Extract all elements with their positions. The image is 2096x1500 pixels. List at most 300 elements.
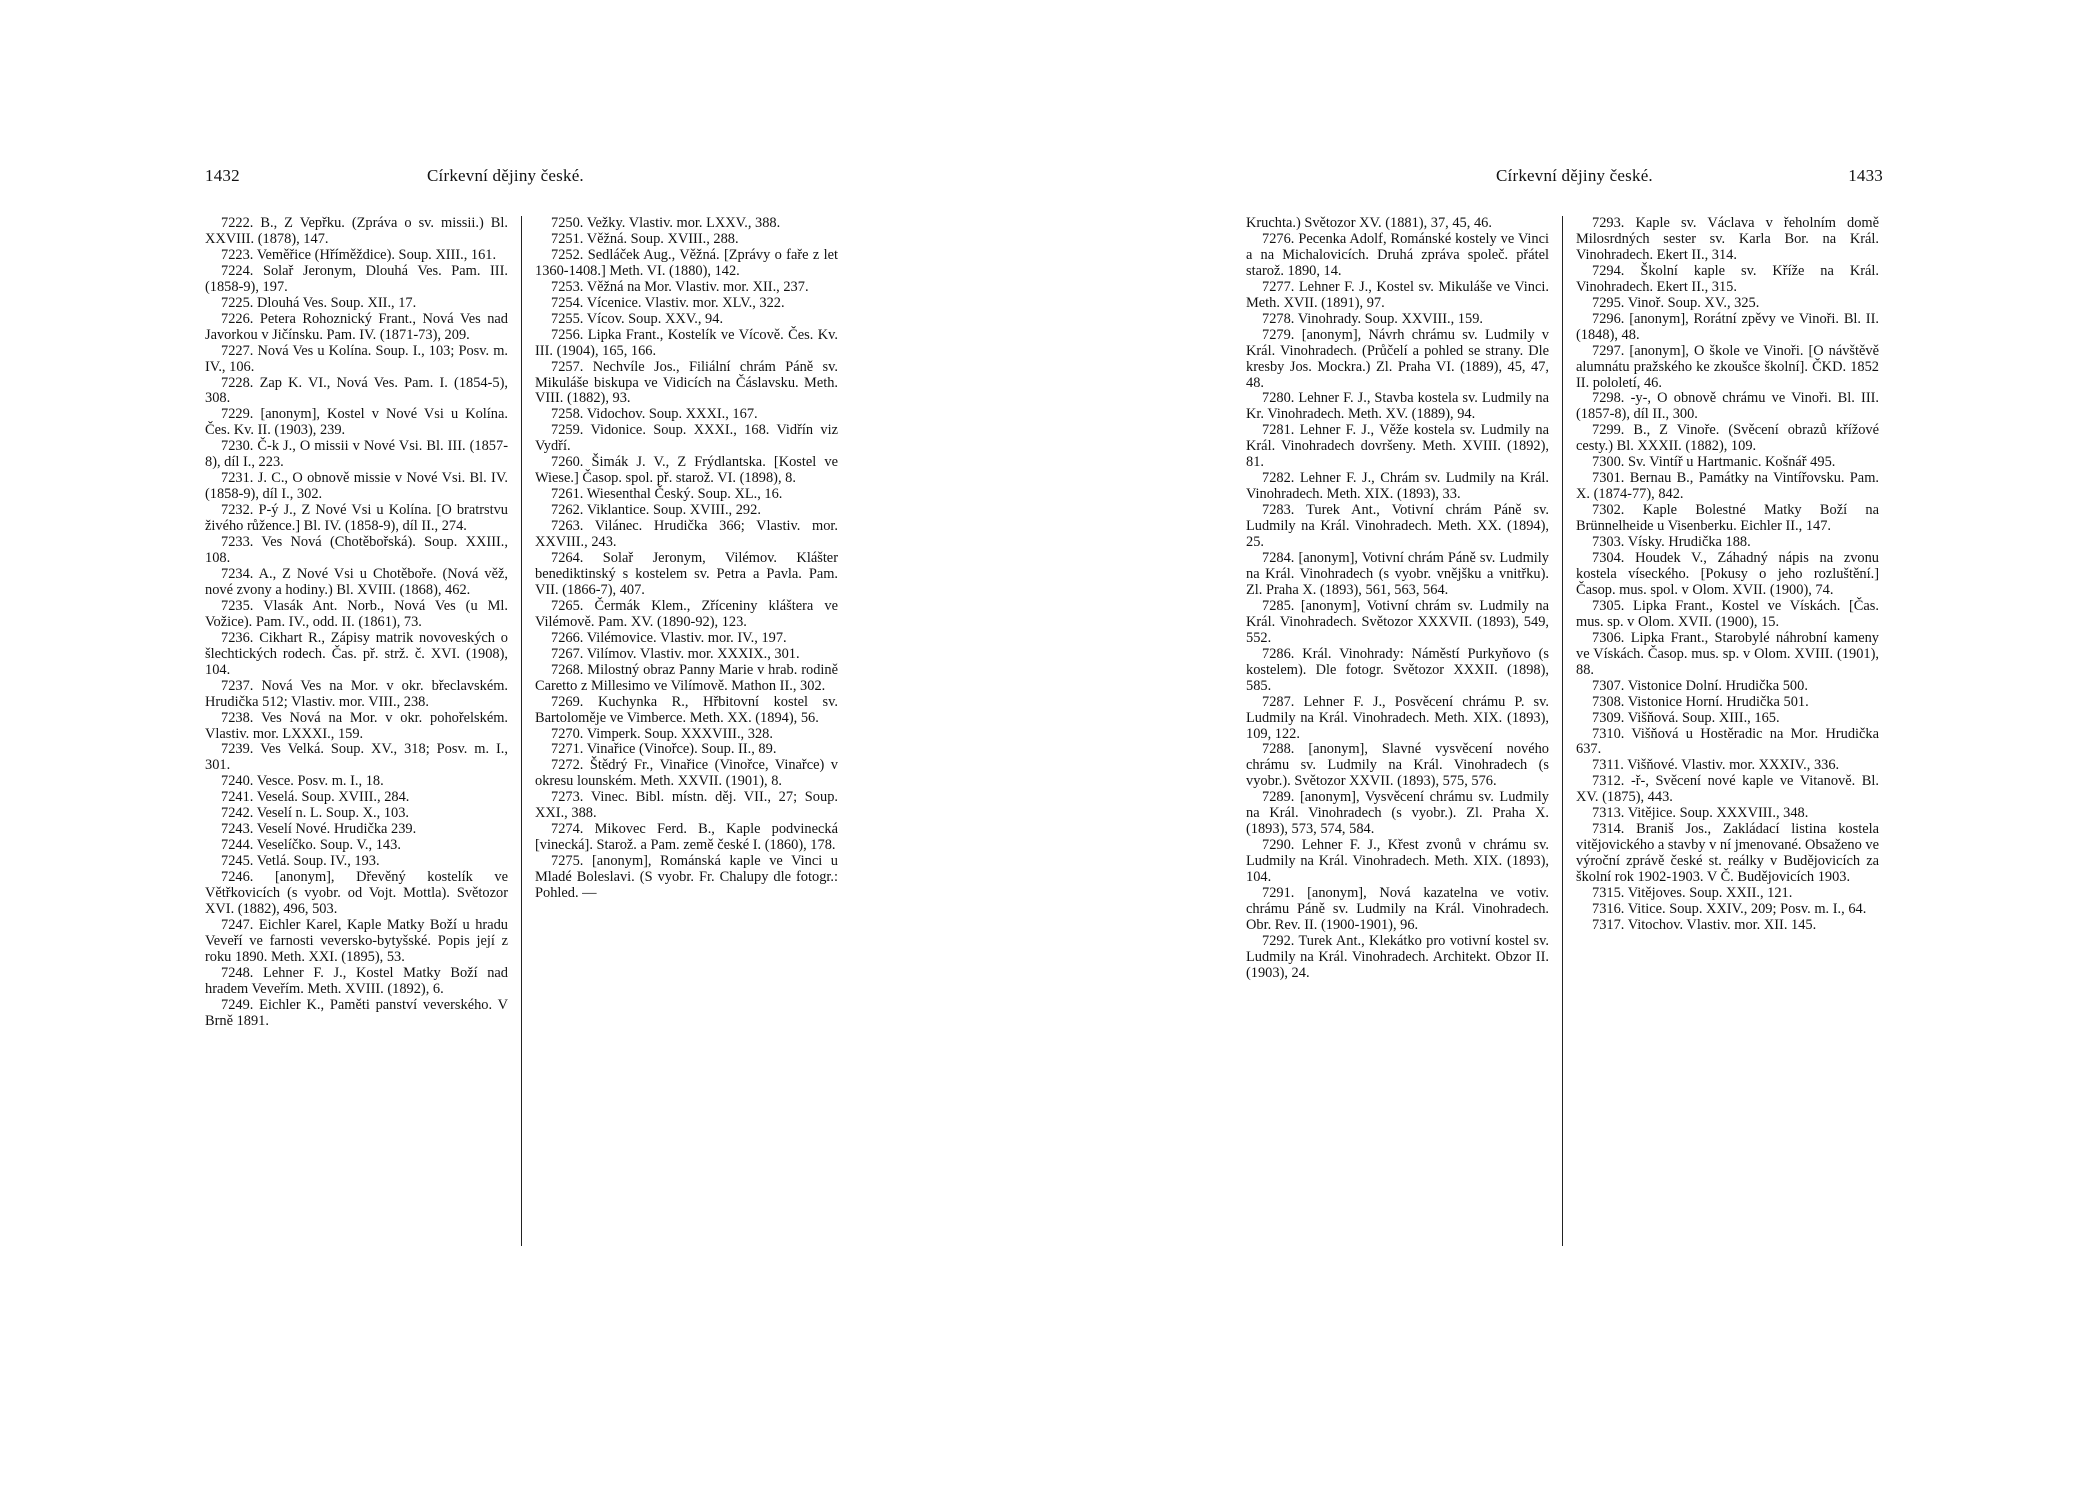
bibliography-entry xyxy=(1576,296,1879,312)
entry-number: 7262. xyxy=(551,502,584,519)
entry-text: Kaple sv. Václava v řeholním domě Milosrdných sester sv. Karla Bor. na Král. Vinohradech. Ekert II., 314. xyxy=(1576,216,1879,263)
entry-number: 7286. xyxy=(1262,645,1295,662)
bibliography-entry xyxy=(205,838,508,854)
entry-number: 7313. xyxy=(1592,805,1625,822)
entry-text: Houdek V., Záhadný nápis na zvonu kostela víseckého. [Pokusy o jeho rozluštění.] Časop. mus. spol. v Olom. XVII. (1900), 74. xyxy=(1576,550,1879,598)
entry-text: Wiesenthal Český. Soup. XL., 16. xyxy=(586,486,783,503)
entry-number: 7296. xyxy=(1592,310,1625,327)
entry-text: Č-k J., O missii v Nové Vsi. Bl. III. (1857-8), díl I., 223. xyxy=(205,438,508,471)
bibliography-entry xyxy=(205,535,508,567)
page-number: 1432 xyxy=(205,166,240,185)
bibliography-entry xyxy=(205,296,508,312)
entry-number: 7248. xyxy=(221,964,254,981)
bibliography-entry xyxy=(535,328,838,360)
bibliography-entry xyxy=(535,487,838,503)
bibliography-entry xyxy=(535,822,838,854)
entry-text: Vežky. Vlastiv. mor. LXXV., 388. xyxy=(586,216,781,231)
entry-number: 7224. xyxy=(221,262,254,279)
entry-number: 7273. xyxy=(551,789,584,806)
bibliography-entry xyxy=(535,663,838,695)
entry-number: 7254. xyxy=(551,294,584,311)
entry-number: 7222. xyxy=(221,216,254,231)
entry-number: 7255. xyxy=(551,310,584,327)
bibliography-entry xyxy=(535,854,838,902)
entry-number: 7230. xyxy=(221,438,254,455)
entry-text: Lehner F. J., Chrám sv. Ludmily na Král. Vinohradech. Meth. XIX. (1893), 33. xyxy=(1246,470,1549,503)
entry-number: 7282. xyxy=(1262,470,1295,487)
bibliography-entry xyxy=(535,599,838,631)
entry-text: [anonym], Votivní chrám Páně sv. Ludmily na Král. Vinohradech (s vyobr. vnějšku a vnitřku). Zl. Praha X. (1893), 561, 563, 564. xyxy=(1246,550,1549,598)
entry-number: 7289. xyxy=(1262,789,1295,806)
entry-number: 7271. xyxy=(551,741,584,758)
entry-text: Štědrý Fr., Vinařice (Vinořce, Vinařce) v okresu lounském. Meth. XXVII. (1901), 8. xyxy=(535,757,838,790)
entry-number: 7241. xyxy=(221,789,254,806)
entry-text: Solař Jeronym, Vilémov. Klášter benediktinský s kostelem sv. Petra a Pavla. Pam. VII. (1866-7), 407. xyxy=(535,550,838,598)
entry-number: 7264. xyxy=(551,550,584,567)
entry-text: Sedláček Aug., Věžná. [Zprávy o faře z let 1360-1408.] Meth. VI. (1880), 142. xyxy=(535,246,838,279)
bibliography-entry xyxy=(535,232,838,248)
entry-number: 7261. xyxy=(551,486,584,503)
entry-text: Višňová u Hostěradic na Mor. Hrudička 637. xyxy=(1576,725,1879,758)
bibliography-entry xyxy=(1576,774,1879,806)
bibliography-entry xyxy=(205,870,508,918)
entry-text: [anonym], Románská kaple ve Vinci u Mladé Boleslavi. (S vyobr. Fr. Chalupy dle fotogr.: Pohled. — xyxy=(535,853,838,902)
entry-number: 7297. xyxy=(1592,342,1625,359)
entry-number: 7244. xyxy=(221,837,254,854)
bibliography-entry xyxy=(205,998,508,1030)
bibliography-entry xyxy=(205,407,508,439)
entry-number: 7259. xyxy=(551,422,584,439)
page-header xyxy=(1246,166,1883,190)
entry-text: Nová Ves na Mor. v okr. břeclavském. Hrudička 512; Vlastiv. mor. VIII., 238. xyxy=(205,677,508,710)
bibliography-entry xyxy=(205,503,508,535)
entry-text: J. C., O obnově missie v Nové Vsi. Bl. IV. (1858-9), díl I., 302. xyxy=(205,470,508,503)
entry-text: Vilémovice. Vlastiv. mor. IV., 197. xyxy=(586,629,787,646)
entry-number: 7298. xyxy=(1592,390,1625,407)
entry-number: 7265. xyxy=(551,597,584,614)
entry-number: 7311. xyxy=(1592,757,1624,774)
entry-text: Vetlá. Soup. IV., 193. xyxy=(256,853,380,870)
bibliography-entry xyxy=(1576,758,1879,774)
entry-number: 7229. xyxy=(221,406,254,423)
entry-text: Viklantice. Soup. XVIII., 292. xyxy=(586,502,761,519)
entry-text: Cikhart R., Zápisy matrik novoveských o šlechtických rodech. Čas. př. strž. č. XVI. (1908), 104. xyxy=(205,629,508,678)
entry-number: 7272. xyxy=(551,757,584,774)
entry-text: B., Z Vepřku. (Zpráva o sv. missii.) Bl. XXVIII. (1878), 147. xyxy=(205,216,508,247)
entry-text: Zap K. VI., Nová Ves. Pam. I. (1854-5), 308. xyxy=(205,374,508,407)
entry-text: [anonym], Votivní chrám sv. Ludmily na Král. Vinohradech. Světozor XXXVII. (1893), 549, 552. xyxy=(1246,597,1549,646)
entry-number: 7226. xyxy=(221,310,254,327)
bibliography-entry xyxy=(535,551,838,599)
entry-text: Milostný obraz Panny Marie v hrab. rodině Caretto z Millesimo ve Vilímově. Mathon II., 302. xyxy=(535,661,838,694)
bibliography-entry xyxy=(535,360,838,408)
entry-number: 7225. xyxy=(221,294,254,311)
bibliography-entry xyxy=(535,503,838,519)
bibliography-entry xyxy=(535,296,838,312)
bibliography-entry xyxy=(1576,423,1879,455)
entry-text: B., Z Vinoře. (Svěcení obrazů křížové cesty.) Bl. XXXII. (1882), 109. xyxy=(1576,422,1879,455)
entry-number: 7294. xyxy=(1592,262,1625,279)
entry-text: Veselá. Soup. XVIII., 284. xyxy=(256,789,410,806)
bibliography-entry xyxy=(205,918,508,966)
bibliography-entry xyxy=(1246,471,1549,503)
entry-text: Lipka Frant., Kostelík ve Vícově. Čes. Kv. III. (1904), 165, 166. xyxy=(535,326,838,359)
entry-text: Král. Vinohrady: Náměstí Purkyňovo (s kostelem). Dle fotogr. Světozor XXXII. (1898), 585. xyxy=(1246,645,1549,694)
entry-text: Ves Nová (Chotěbořská). Soup. XXIII., 108. xyxy=(205,534,508,567)
entry-number: 7281. xyxy=(1262,422,1295,439)
bibliography-entry xyxy=(535,216,838,232)
entry-text: Višňové. Vlastiv. mor. XXXIV., 336. xyxy=(1627,757,1840,774)
entry-number: 7232. xyxy=(221,502,254,519)
entry-text: Eichler K., Paměti panství veverského. V Brně 1891. xyxy=(205,996,508,1029)
entry-text: Vlasák Ant. Norb., Nová Ves (u Ml. Vožice). Pam. IV., odd. II. (1861), 73. xyxy=(205,597,508,630)
entry-text: [anonym], Rorátní zpěvy ve Vinoři. Bl. II. (1848), 48. xyxy=(1576,310,1879,343)
left-page xyxy=(205,0,842,1500)
bibliography-entry xyxy=(535,790,838,822)
entry-number: 7263. xyxy=(551,518,584,535)
entry-text: Veselí Nové. Hrudička 239. xyxy=(256,821,417,838)
entry-number: 7288. xyxy=(1262,741,1295,758)
bibliography-entry xyxy=(535,647,838,663)
entry-text: Lehner F. J., Posvěcení chrámu P. sv. Ludmily na Král. Vinohradech. Meth. XIX. (1893), 109, 122. xyxy=(1246,693,1549,742)
entry-text: [anonym], O škole ve Vinoři. [O návštěvě alumnátu pražského ke zkoušce školní]. ČKD. 1852 II. pololetí, 46. xyxy=(1576,342,1879,391)
bibliography-entry xyxy=(535,423,838,455)
entry-text: Nová Ves u Kolína. Soup. I., 103; Posv. m. IV., 106. xyxy=(205,342,508,375)
bibliography-entry xyxy=(1246,328,1549,392)
entry-number: 7257. xyxy=(551,358,584,375)
entry-text: -ř-, Svěcení nové kaple ve Vitanově. Bl. XV. (1875), 443. xyxy=(1576,773,1879,806)
entry-number: 7268. xyxy=(551,661,584,678)
entry-number: 7307. xyxy=(1592,677,1625,694)
bibliography-entry xyxy=(1576,391,1879,423)
bibliography-entry xyxy=(205,248,508,264)
entry-number: 7312. xyxy=(1592,773,1625,790)
entry-number: 7247. xyxy=(221,916,254,933)
entry-number: 7251. xyxy=(551,230,584,247)
bibliography-entry xyxy=(535,727,838,743)
entry-number: 7274. xyxy=(551,821,584,838)
entry-text: Bernau B., Památky na Vintířovsku. Pam. X. (1874-77), 842. xyxy=(1576,470,1879,503)
bibliography-entry xyxy=(1576,886,1879,902)
entry-text: Vícov. Soup. XXV., 94. xyxy=(586,310,724,327)
entry-number: 7266. xyxy=(551,629,584,646)
bibliography-entry xyxy=(1576,711,1879,727)
bibliography-entry xyxy=(205,854,508,870)
bibliography-entry xyxy=(1246,886,1549,934)
entry-number: 7227. xyxy=(221,342,254,359)
bibliography-entry xyxy=(1576,631,1879,679)
entry-number: 7267. xyxy=(551,645,584,662)
entry-text: Vitějoves. Soup. XXII., 121. xyxy=(1627,885,1793,902)
bibliography-entry xyxy=(1246,599,1549,647)
entry-text: Kaple Bolestné Matky Boží na Brünnelheide u Visenberku. Eichler II., 147. xyxy=(1576,502,1879,535)
entry-text: Turek Ant., Klekátko pro votivní kostel sv. Ludmily na Král. Vinohradech. Architekt. Obzor II. (1903), 24. xyxy=(1246,932,1549,981)
entry-text: Lipka Frant., Kostel ve Vískách. [Čas. mus. sp. v Olom. XVII. (1900), 15. xyxy=(1576,597,1879,630)
entry-number: 7301. xyxy=(1592,470,1625,487)
bibliography-entry xyxy=(535,407,838,423)
entry-number: 7305. xyxy=(1592,597,1625,614)
entry-number: 7308. xyxy=(1592,693,1625,710)
entry-number: 7310. xyxy=(1592,725,1625,742)
entry-number: 7285. xyxy=(1262,597,1295,614)
bibliography-entry xyxy=(1246,647,1549,695)
bibliography-entry xyxy=(205,216,508,248)
entry-number: 7276. xyxy=(1262,230,1295,247)
entry-text: Sv. Vintíř u Hartmanic. Košnář 495. xyxy=(1628,454,1836,471)
text-column xyxy=(205,216,508,1246)
bibliography-entry xyxy=(205,679,508,711)
bibliography-entry xyxy=(205,806,508,822)
entry-number: 7256. xyxy=(551,326,584,343)
bibliography-entry xyxy=(1246,838,1549,886)
entry-text: Ves Nová na Mor. v okr. pohořelském. Vlastiv. mor. LXXXI., 159. xyxy=(205,709,508,742)
bibliography-entry xyxy=(1576,551,1879,599)
text-column xyxy=(535,216,838,1246)
bibliography-entry xyxy=(205,742,508,774)
entry-text: Čermák Klem., Zříceniny kláštera ve Vilémově. Pam. XV. (1890-92), 123. xyxy=(535,597,838,630)
entry-number: 7252. xyxy=(551,246,584,263)
page-number: 1433 xyxy=(1848,166,1883,185)
bibliography-entry xyxy=(1246,503,1549,551)
text-column xyxy=(1246,216,1549,1246)
entry-number: 7292. xyxy=(1262,932,1295,949)
bibliography-entry xyxy=(1246,312,1549,328)
bibliography-entry xyxy=(535,280,838,296)
entry-number: 7300. xyxy=(1592,454,1625,471)
entry-number: 7316. xyxy=(1592,900,1625,917)
entry-text: Vinohrady. Soup. XXVIII., 159. xyxy=(1297,310,1483,327)
bibliography-entry xyxy=(205,774,508,790)
bibliography-entry xyxy=(535,519,838,551)
entry-text: Kruchta.) Světozor XV. (1881), 37, 45, 46. xyxy=(1246,216,1492,231)
bibliography-entry xyxy=(205,599,508,631)
entry-number: 7240. xyxy=(221,773,254,790)
entry-number: 7234. xyxy=(221,565,254,582)
bibliography-entry xyxy=(205,312,508,344)
bibliography-entry xyxy=(1576,599,1879,631)
entry-number: 7223. xyxy=(221,246,254,263)
entry-text: Věžná na Mor. Vlastiv. mor. XII., 237. xyxy=(586,278,809,295)
bibliography-entry xyxy=(205,822,508,838)
entry-number: 7290. xyxy=(1262,837,1295,854)
entry-text: -y-, O obnově chrámu ve Vinoři. Bl. III. (1857-8), díl II., 300. xyxy=(1576,390,1879,423)
entry-text: Turek Ant., Votivní chrám Páně sv. Ludmily na Král. Vinohradech. Meth. XX. (1894), 25. xyxy=(1246,502,1549,551)
right-page xyxy=(1246,0,1883,1500)
bibliography-entry xyxy=(1576,216,1879,264)
bibliography-entry xyxy=(1576,344,1879,392)
entry-text: Nechvíle Jos., Filiální chrám Páně sv. Mikuláše biskupa ve Vidicích na Čáslavsku. Meth. VIII. (1882), 93. xyxy=(535,358,838,407)
entry-number: 7228. xyxy=(221,374,254,391)
entry-text: Vilánec. Hrudička 366; Vlastiv. mor. XXVIII., 243. xyxy=(535,518,838,551)
entry-number: 7295. xyxy=(1592,294,1625,311)
bibliography-entry xyxy=(1576,679,1879,695)
entry-number: 7239. xyxy=(221,741,254,758)
entry-text: Vitochov. Vlastiv. mor. XII. 145. xyxy=(1627,916,1817,933)
entry-text: Petera Rohoznický Frant., Nová Ves nad Javorkou v Jičínsku. Pam. IV. (1871-73), 209. xyxy=(205,310,508,343)
entry-number: 7279. xyxy=(1262,326,1295,343)
entry-number: 7231. xyxy=(221,470,254,487)
bibliography-entry xyxy=(205,790,508,806)
page-header xyxy=(205,166,842,190)
bibliography-entry xyxy=(1246,934,1549,982)
entry-number: 7250. xyxy=(551,216,584,231)
bibliography-entry xyxy=(205,264,508,296)
entry-text: [anonym], Návrh chrámu sv. Ludmily v Král. Vinohradech. (Průčelí a pohled se strany. Dle kresby Jos. Mockra.) Zl. Praha VI. (1889), 45, 47, 48. xyxy=(1246,326,1549,391)
entry-text: Vidonice. Soup. XXXI., 168. Vidřín viz Vydří. xyxy=(535,422,838,455)
bibliography-entry xyxy=(535,248,838,280)
entry-text: Lehner F. J., Stavba kostela sv. Ludmily na Kr. Vinohradech. Meth. XV. (1889), 94. xyxy=(1246,390,1549,423)
entry-text: Vinec. Bibl. místn. děj. VII., 27; Soup. XXI., 388. xyxy=(535,789,838,822)
bibliography-entry xyxy=(1246,695,1549,743)
entry-text: Vinařice (Vinořce). Soup. II., 89. xyxy=(586,741,777,758)
bibliography-entry xyxy=(535,631,838,647)
entry-number: 7258. xyxy=(551,406,584,423)
entry-text: Veměřice (Hříměždice). Soup. XIII., 161. xyxy=(256,246,497,263)
entry-text: Solař Jeronym, Dlouhá Ves. Pam. III. (1858-9), 197. xyxy=(205,262,508,295)
entry-number: 7242. xyxy=(221,805,254,822)
entry-text: Pecenka Adolf, Románské kostely ve Vinci a na Michalovicích. Druhá zpráva společ. přátel starož. 1890, 14. xyxy=(1246,230,1549,279)
bibliography-entry xyxy=(1246,790,1549,838)
bibliography-entry xyxy=(205,966,508,998)
bibliography-entry xyxy=(205,631,508,679)
entry-text: [anonym], Slavné vysvěcení nového chrámu sv. Ludmily na Král. Vinohradech (s vyobr.). Světozor XXVII. (1893), 575, 576. xyxy=(1246,741,1549,790)
entry-text: [anonym], Vysvěcení chrámu sv. Ludmily na Král. Vinohradech (s vyobr.). Zl. Praha X. (1893), 573, 574, 584. xyxy=(1246,789,1549,838)
entry-text: Kuchynka R., Hřbitovní kostel sv. Bartoloměje ve Vimberce. Meth. XX. (1894), 56. xyxy=(535,693,838,726)
entry-text: Vísky. Hrudička 188. xyxy=(1627,534,1751,551)
bibliography-entry xyxy=(535,695,838,727)
bibliography-entry xyxy=(1576,312,1879,344)
entry-number: 7270. xyxy=(551,725,584,742)
entry-number: 7283. xyxy=(1262,502,1295,519)
entry-number: 7306. xyxy=(1592,629,1625,646)
entry-text: Vitice. Soup. XXIV., 209; Posv. m. I., 64. xyxy=(1627,900,1867,917)
bibliography-entry xyxy=(205,471,508,503)
entry-number: 7253. xyxy=(551,278,584,295)
entry-text: Školní kaple sv. Kříže na Král. Vinohradech. Ekert II., 315. xyxy=(1576,262,1879,295)
entry-text: Vistonice Dolní. Hrudička 500. xyxy=(1627,677,1808,694)
bibliography-entry xyxy=(1576,918,1879,934)
bibliography-entry xyxy=(1576,695,1879,711)
bibliography-entry xyxy=(1576,264,1879,296)
entry-number: 7284. xyxy=(1262,550,1295,567)
entry-number: 7303. xyxy=(1592,534,1625,551)
bibliography-entry xyxy=(1246,551,1549,599)
entry-text: Dlouhá Ves. Soup. XII., 17. xyxy=(257,294,417,311)
entry-number: 7314. xyxy=(1592,821,1625,838)
entry-text: Lipka Frant., Starobylé náhrobní kameny ve Vískách. Časop. mus. sp. v Olom. XVIII. (1901), 88. xyxy=(1576,629,1879,678)
entry-text: Vitějice. Soup. XXXVIII., 348. xyxy=(1627,805,1809,822)
entry-number: 7299. xyxy=(1592,422,1625,439)
entry-number: 7277. xyxy=(1262,278,1295,295)
entry-text: Vícenice. Vlastiv. mor. XLV., 322. xyxy=(586,294,785,311)
entry-text: Lehner F. J., Věže kostela sv. Ludmily na Král. Vinohradech dovršeny. Meth. XVIII. (1892), 81. xyxy=(1246,422,1549,471)
entry-number: 7269. xyxy=(551,693,584,710)
entry-number: 7287. xyxy=(1262,693,1295,710)
entry-number: 7278. xyxy=(1262,310,1295,327)
bibliography-entry xyxy=(1576,455,1879,471)
entry-number: 7304. xyxy=(1592,550,1625,567)
entry-number: 7291. xyxy=(1262,885,1295,902)
entry-text: Lehner F. J., Kostel sv. Mikuláše ve Vinci. Meth. XVII. (1891), 97. xyxy=(1246,278,1549,311)
entry-text: [anonym], Nová kazatelna ve votiv. chrámu Páně sv. Ludmily na Král. Vinohradech. Obr. Rev. II. (1900-1901), 96. xyxy=(1246,885,1549,933)
entry-text: Vesce. Posv. m. I., 18. xyxy=(256,773,384,790)
bibliography-entry xyxy=(1246,232,1549,280)
entry-number: 7233. xyxy=(221,534,254,551)
entry-text: Višňová. Soup. XIII., 165. xyxy=(1627,709,1780,726)
entry-text: Vimperk. Soup. XXXVIII., 328. xyxy=(586,725,773,742)
entry-number: 7317. xyxy=(1592,916,1625,933)
entry-text: P-ý J., Z Nové Vsi u Kolína. [O bratrstvu živého růžence.] Bl. IV. (1858-9), díl II., 274. xyxy=(205,502,508,535)
bibliography-entry xyxy=(1576,503,1879,535)
column-divider xyxy=(521,216,522,1246)
entry-text: Lehner F. J., Křest zvonů v chrámu sv. Ludmily na Král. Vinohradech. Meth. XIX. (1893), 104. xyxy=(1246,837,1549,886)
entry-number: 7237. xyxy=(221,677,254,694)
entry-text: Šimák J. V., Z Frýdlantska. [Kostel ve Wiese.] Časop. spol. př. starož. VI. (1898), 8. xyxy=(535,454,838,487)
entry-text: Veselí n. L. Soup. X., 103. xyxy=(256,805,410,822)
bibliography-entry xyxy=(535,742,838,758)
entry-text: Mikovec Ferd. B., Kaple podvinecká [vinecká]. Starož. a Pam. země české I. (1860), 178. xyxy=(535,821,838,854)
bibliography-entry xyxy=(535,758,838,790)
entry-number: 7302. xyxy=(1592,502,1625,519)
bibliography-entry xyxy=(1246,391,1549,423)
bibliography-entry xyxy=(535,455,838,487)
entry-text: Lehner F. J., Kostel Matky Boží nad hradem Veveřím. Meth. XVIII. (1892), 6. xyxy=(205,964,508,997)
entry-number: 7309. xyxy=(1592,709,1625,726)
entry-text: Vistonice Horní. Hrudička 501. xyxy=(1627,693,1809,710)
bibliography-entry xyxy=(1246,423,1549,471)
bibliography-entry xyxy=(1576,471,1879,503)
running-title: Církevní dějiny české. xyxy=(427,166,584,185)
entry-text: Vidochov. Soup. XXXI., 167. xyxy=(586,406,758,423)
entry-number: 7249. xyxy=(221,996,254,1013)
entry-text: A., Z Nové Vsi u Chotěboře. (Nová věž, nové zvony a hodiny.) Bl. XVIII. (1868), 462. xyxy=(205,565,508,598)
bibliography-entry xyxy=(1576,727,1879,759)
bibliography-entry xyxy=(205,376,508,408)
bibliography-entry xyxy=(205,439,508,471)
entry-number: 7275. xyxy=(551,853,584,870)
entry-text: Vilímov. Vlastiv. mor. XXXIX., 301. xyxy=(586,645,800,662)
bibliography-entry xyxy=(205,344,508,376)
bibliography-entry xyxy=(535,312,838,328)
bibliography-entry xyxy=(1246,280,1549,312)
entry-number: 7245. xyxy=(221,853,254,870)
bibliography-entry xyxy=(1576,822,1879,886)
entry-number: 7236. xyxy=(221,629,254,646)
entry-text: Vinoř. Soup. XV., 325. xyxy=(1627,294,1760,311)
bibliography-entry xyxy=(1576,535,1879,551)
bibliography-entry xyxy=(1576,902,1879,918)
entry-text: Eichler Karel, Kaple Matky Boží u hradu Veveří ve farnosti veversko-bytyšské. Popis její z roku 1890. Meth. XXI. (1895), 53. xyxy=(205,916,508,965)
bibliography-entry xyxy=(1246,216,1549,232)
entry-number: 7243. xyxy=(221,821,254,838)
entry-number: 7293. xyxy=(1592,216,1625,231)
bibliography-entry xyxy=(1576,806,1879,822)
entry-text: Věžná. Soup. XVIII., 288. xyxy=(586,230,739,247)
bibliography-entry xyxy=(205,711,508,743)
bibliography-entry xyxy=(205,567,508,599)
entry-text: Braniš Jos., Zakládací listina kostela vitějovického a stavby v ní jmenované. Obsaženo ve výroční zprávě české st. reálky v Budějovicích za školní rok 1902-1903. V Č. Budějovicích 1903. xyxy=(1576,821,1879,886)
text-column xyxy=(1576,216,1879,1246)
bibliography-entry xyxy=(1246,742,1549,790)
entry-text: Veselíčko. Soup. V., 143. xyxy=(256,837,401,854)
entry-number: 7235. xyxy=(221,597,254,614)
running-title: Církevní dějiny české. xyxy=(1496,166,1653,185)
entry-number: 7315. xyxy=(1592,885,1625,902)
entry-number: 7260. xyxy=(551,454,584,471)
entry-number: 7238. xyxy=(221,709,254,726)
entry-number: 7246. xyxy=(221,869,254,886)
entry-number: 7280. xyxy=(1262,390,1295,407)
